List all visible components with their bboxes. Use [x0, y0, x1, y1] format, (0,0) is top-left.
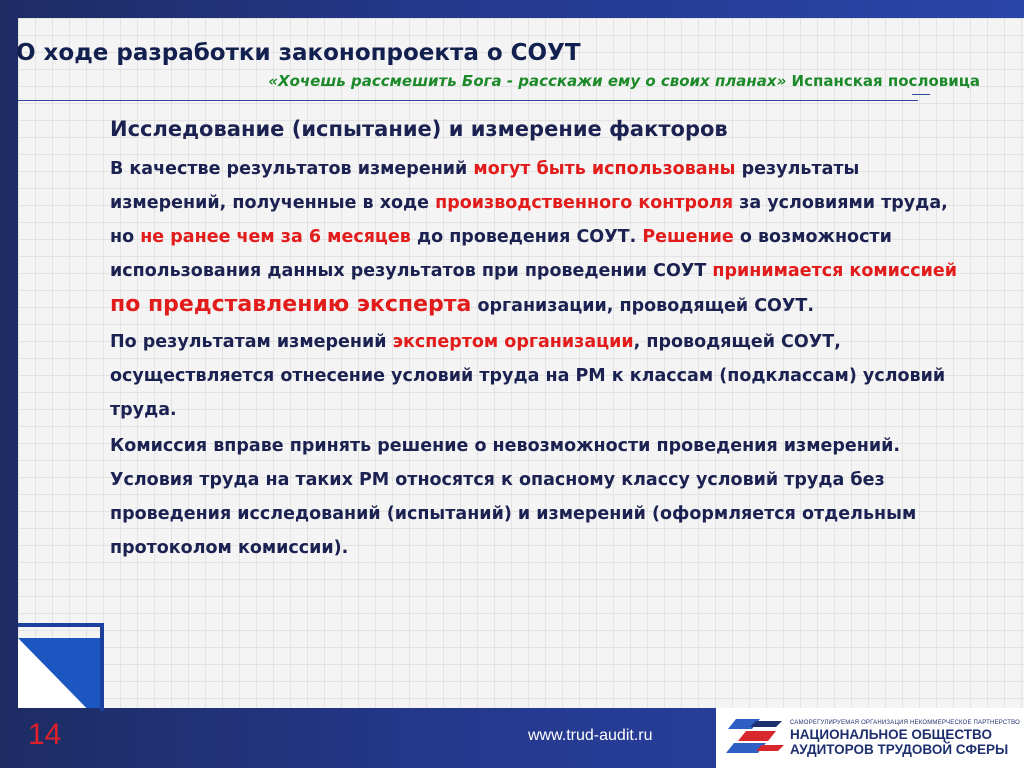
highlight-run: принимается комиссией [712, 261, 958, 281]
highlight-run: производственного контроля [435, 193, 734, 213]
text-run: за условиями труда, но [110, 193, 948, 247]
organization-logo [716, 708, 1024, 768]
logo-text [790, 720, 1020, 757]
text-run: результаты измерений, полученные в ходе [110, 159, 860, 213]
text-run: , проводящей СОУТ, осуществляется отнесение условий труда на РМ к классам (подклассам) условий труда. [110, 332, 946, 420]
logo-emblem-icon [726, 715, 784, 761]
slide-body [110, 112, 970, 567]
highlight-run: Решение [642, 227, 734, 247]
paragraph-commission-decision: Комиссия вправе принять решение о невозможности проведения измерений. Условия труда на таких РМ относятся к опасному классу условий труда без проведения исследований (испытаний) и измерений (оформляется отдельным протоколом комиссии). [110, 436, 917, 558]
text-run: В качестве результатов измерений [110, 159, 474, 179]
highlight-run-large: по представлению эксперта [110, 292, 472, 317]
epigraph [0, 72, 980, 90]
epigraph-source: Испанская пословица [786, 72, 980, 90]
logo-line-2: АУДИТОРОВ ТРУДОВОЙ СФЕРЫ [790, 742, 1009, 757]
highlight-run: не ранее чем за 6 месяцев [140, 227, 411, 247]
website-link[interactable]: www.trud-audit.ru [528, 727, 653, 744]
title-divider [18, 100, 918, 101]
text-run: организации, проводящей СОУТ. [471, 296, 814, 316]
highlight-run: экспертом организации [392, 332, 634, 352]
epigraph-quote: «Хочешь рассмешить Бога - расскажи ему о своих планах» [268, 72, 787, 90]
paragraph-measurement-results [110, 152, 970, 323]
logo-small-line: САМОРЕГУЛИРУЕМАЯ ОРГАНИЗАЦИЯ НЕКОММЕРЧЕСКОЕ ПАРТНЕРСТВО [790, 719, 1020, 726]
logo-line-1: НАЦИОНАЛЬНОЕ ОБЩЕСТВО [790, 726, 992, 742]
slide-title: О ходе разработки законопроекта о СОУТ [16, 40, 581, 66]
highlight-run: могут быть использованы [473, 159, 736, 179]
paragraph-expert-assignment [110, 325, 970, 427]
page-number: 14 [28, 718, 62, 751]
text-run: По результатам измерений [110, 332, 393, 352]
section-heading: Исследование (испытание) и измерение факторов [110, 117, 728, 141]
corner-decoration [18, 638, 104, 708]
text-run: о возможности использования данных результатов при проведении СОУТ [110, 227, 892, 281]
text-run: до проведения СОУТ. [410, 227, 643, 247]
